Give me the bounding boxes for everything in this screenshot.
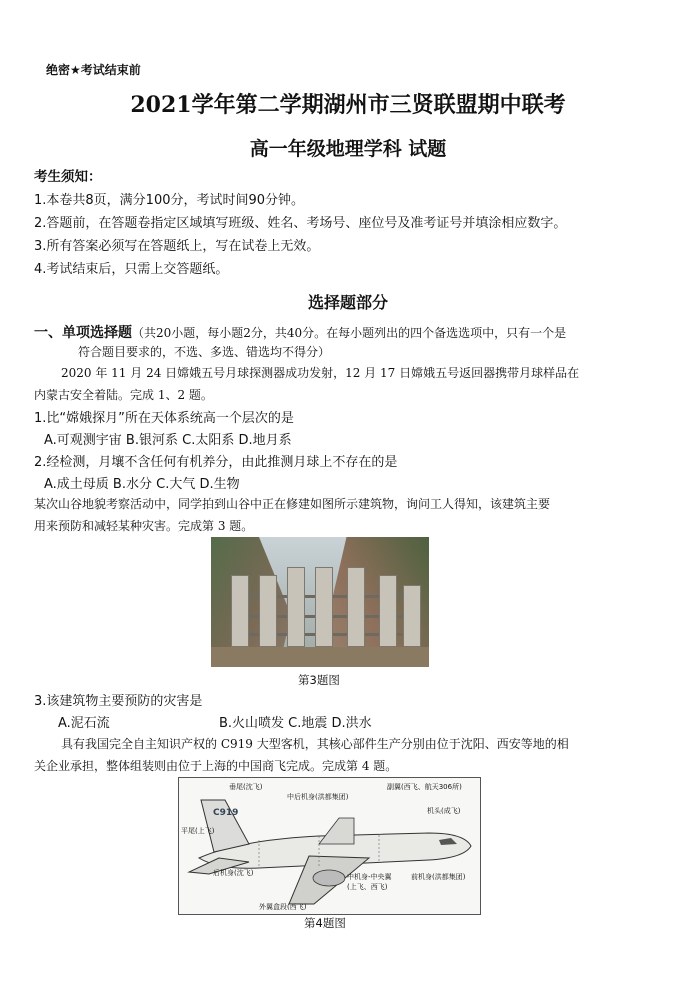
passage2-line: 某次山谷地貌考察活动中，同学拍到山谷中正在修建如图所示建筑物，询问工人得知，该建筑主要 — [34, 497, 551, 511]
q2-stem: 2.经检测，月壤不含任何有机养分，由此推测月球上不存在的是 — [34, 455, 398, 470]
notice-heading: 考生须知： — [34, 169, 102, 185]
ground — [211, 647, 429, 667]
label-wing: 副翼(西飞、航天306所) — [387, 783, 462, 791]
building-pillar — [379, 575, 397, 647]
exam-subtitle: 高一年级地理学科 试题 — [249, 138, 447, 160]
building-pillar — [315, 567, 333, 647]
label-front: 前机身(洪都集团) — [411, 873, 466, 881]
fig4-diagram — [178, 777, 481, 915]
q3-options-rest: B.火山喷发 C.地震 D.洪水 — [219, 716, 372, 731]
building-pillar — [231, 575, 249, 647]
label-tail-fin: 垂尾(沈飞) — [229, 783, 263, 791]
fig3-photo — [211, 537, 429, 667]
section-title: 选择题部分 — [307, 293, 388, 312]
passage3-line: 关企业承担，整体组装则由位于上海的中国商飞完成。完成第 4 题。 — [34, 759, 398, 773]
q1-stem: 1.比“嫦娥探月”所在天体系统高一个层次的是 — [34, 411, 294, 426]
q3-option-a: A.泥石流 — [58, 716, 110, 731]
notice-item: 1.本卷共8页，满分100分，考试时间90分钟。 — [34, 193, 305, 208]
part1-title: 一、单项选择题 — [34, 325, 132, 341]
building-pillar — [347, 567, 365, 647]
notice-item: 4.考试结束后，只需上交答题纸。 — [34, 262, 229, 277]
passage3-line: 具有我国完全自主知识产权的 C919 大型客机，其核心部件生产分别由位于沈阳、西安等地的相 — [61, 737, 569, 751]
label-nose: 机头(成飞) — [427, 807, 461, 815]
passage1-line: 内蒙古安全着陆。完成 1、2 题。 — [34, 388, 213, 402]
label-plane-text: C919 — [213, 808, 239, 818]
label-rear: 后机身(沈飞) — [213, 869, 254, 877]
notice-item: 3.所有答案必须写在答题纸上，写在试卷上无效。 — [34, 239, 320, 254]
building-pillar — [259, 575, 277, 647]
label-mid-wing: 中机身-中央翼 — [347, 873, 392, 881]
q2-options: A.成土母质 B.水分 C.大气 D.生物 — [44, 477, 240, 492]
label-rear-mid: 中后机身(洪都集团) — [287, 793, 349, 801]
fig4-caption: 第4题图 — [304, 916, 346, 930]
building-pillar — [403, 585, 421, 647]
label-mid-wing-2: (上飞、西飞) — [347, 883, 388, 891]
notice-item: 2.答题前，在答题卷指定区域填写班级、姓名、考场号、座位号及准考证号并填涂相应数字。 — [34, 216, 567, 231]
q3-stem: 3.该建筑物主要预防的灾害是 — [34, 694, 203, 709]
part1-desc-cont: 符合题目要求的，不选、多选、错选均不得分） — [78, 345, 331, 359]
exam-title: 2021学年第二学期湖州市三贤联盟期中联考 — [130, 92, 566, 118]
building-pillar — [287, 567, 305, 647]
part1-desc: （共20小题，每小题2分，共40分。在每小题列出的四个备选选项中，只有一个是 — [132, 326, 567, 340]
q1-options: A.可观测宇宙 B.银河系 C.太阳系 D.地月系 — [44, 433, 292, 448]
part1-heading — [34, 322, 566, 342]
passage2-line: 用来预防和减轻某种灾害。完成第 3 题。 — [34, 519, 254, 533]
fig3-caption: 第3题图 — [298, 673, 340, 687]
label-box: 外翼盒段(西飞) — [259, 903, 307, 911]
label-stabilizer: 平尾(上飞) — [181, 827, 215, 835]
passage1-line: 2020 年 11 月 24 日嫦娥五号月球探测器成功发射，12 月 17 日嫦娥五号返回器携带月球样品在 — [61, 366, 580, 380]
confidential-mark: 绝密★考试结束前 — [46, 63, 141, 77]
